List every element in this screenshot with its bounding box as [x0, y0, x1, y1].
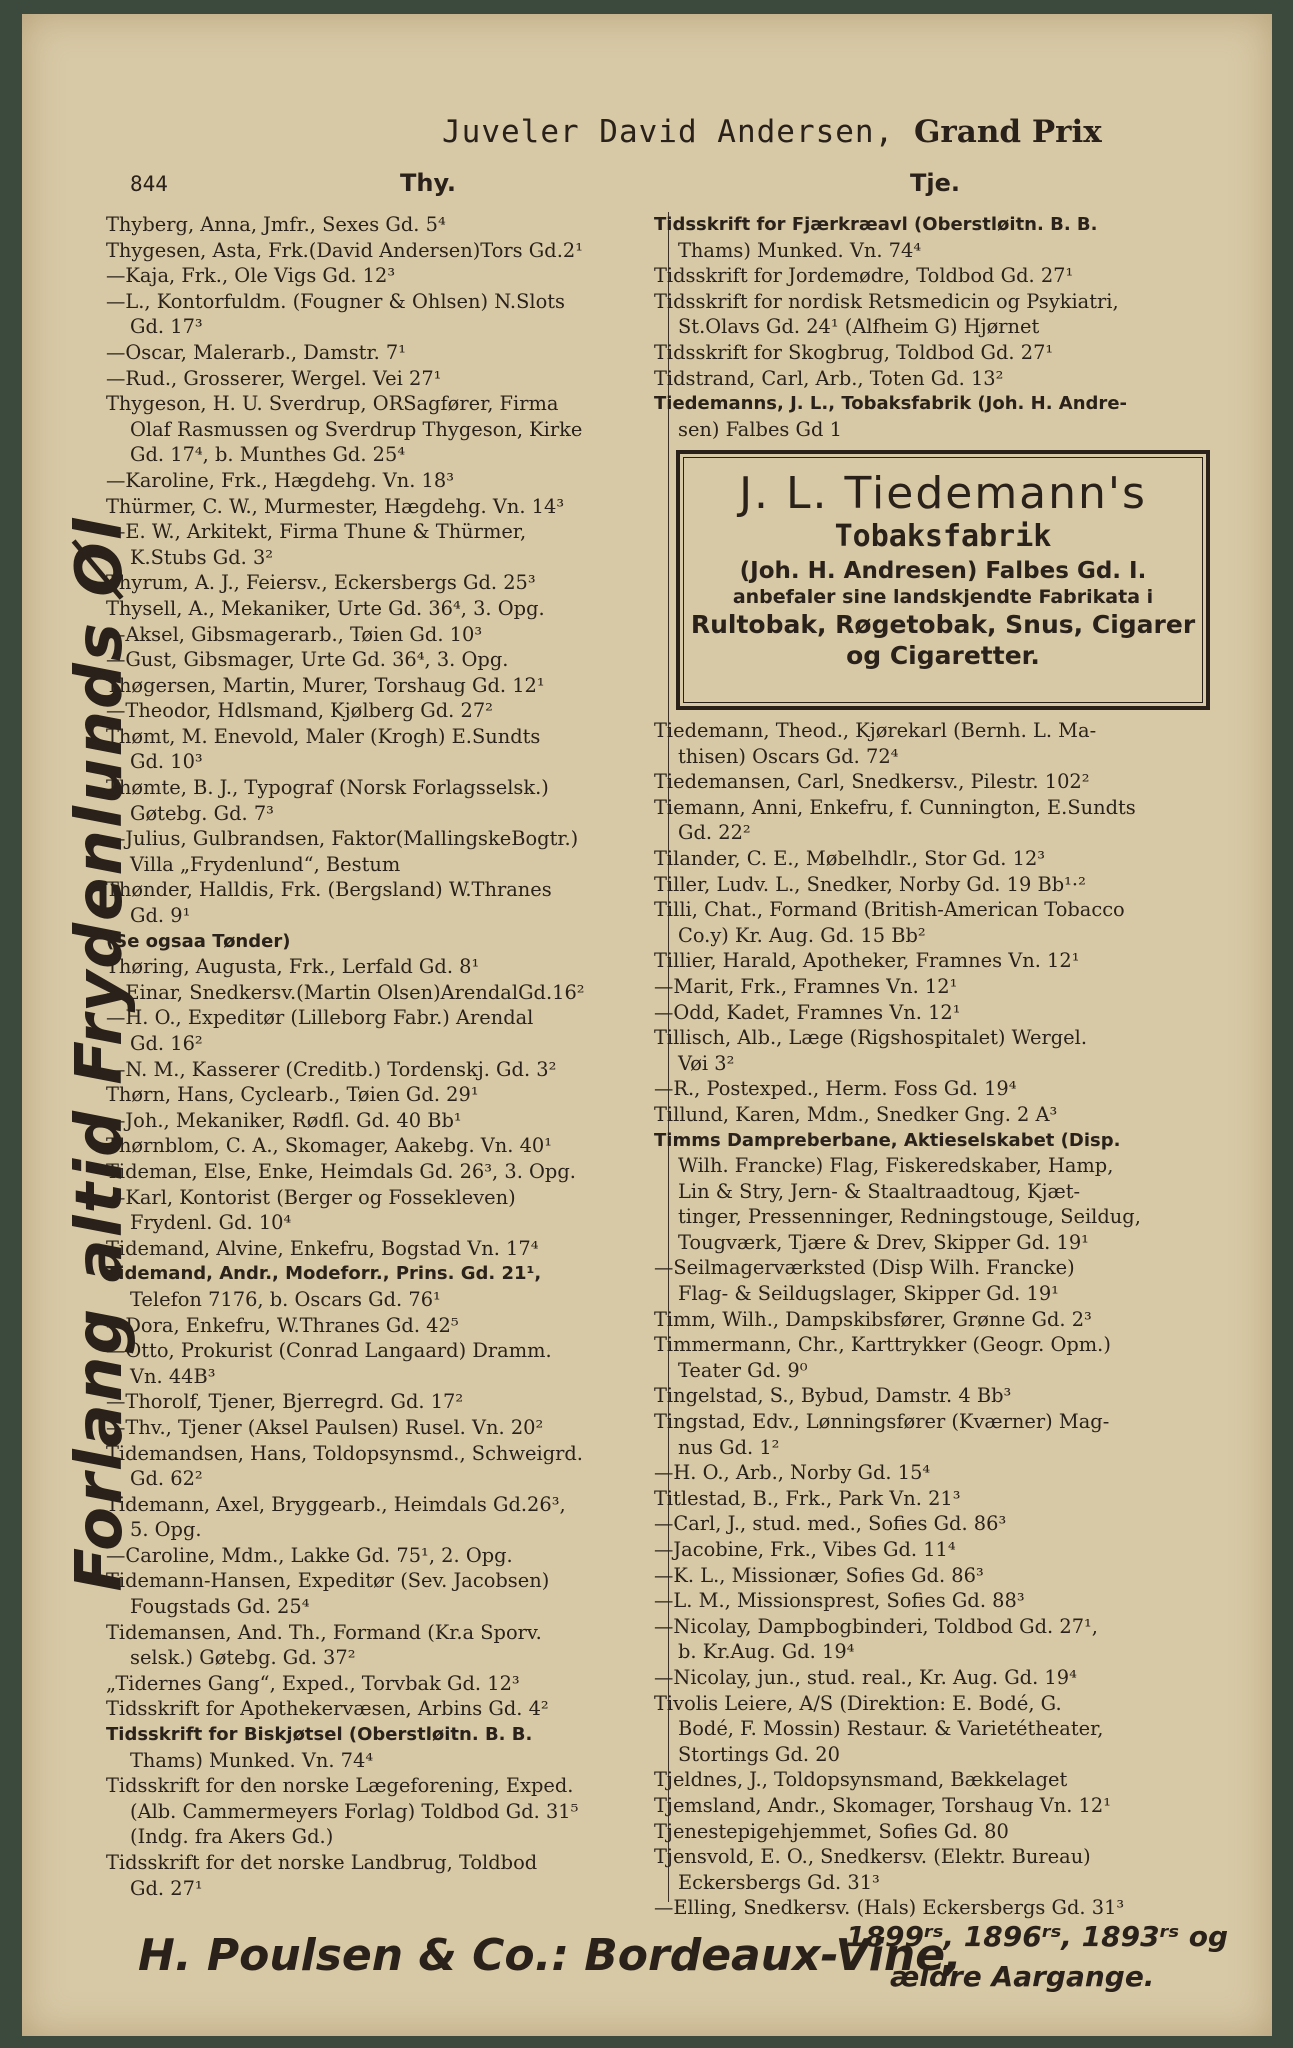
directory-entry: Thygesen, Asta, Frk.(David Andersen)Tors Gd.2¹: [106, 238, 583, 262]
directory-entry: Co.y) Kr. Aug. Gd. 15 Bb²: [678, 923, 926, 947]
directory-entry: —Karoline, Frk., Hægdehg. Vn. 18³: [106, 468, 454, 492]
directory-entry: Tidsskrift for det norske Landbrug, Toldbod: [106, 1851, 538, 1874]
box-ad-subtitle: Tobaksfabrik: [834, 519, 1052, 554]
directory-entry: Frydenl. Gd. 10⁴: [130, 1211, 292, 1235]
directory-entry: Thürmer, C. W., Murmester, Hægdehg. Vn. 14³: [106, 494, 565, 518]
directory-entry: Thørn, Hans, Cyclearb., Tøien Gd. 29¹: [106, 1083, 479, 1107]
directory-entry: —K. L., Missionær, Sofies Gd. 86³: [654, 1563, 984, 1587]
directory-entry: Tidemansen, And. Th., Formand (Kr.a Sporv.: [106, 1620, 542, 1644]
directory-entry: —Odd, Kadet, Framnes Vn. 12¹: [654, 1000, 961, 1024]
directory-entry: Tjemsland, Andr., Skomager, Torshaug Vn. 12¹: [654, 1793, 1111, 1817]
directory-entry: Tidemand, Andr., Modeforr., Prins. Gd. 21¹,: [106, 1263, 542, 1285]
directory-entry: „Tidernes Gang“, Exped., Torvbak Gd. 12³: [106, 1671, 520, 1695]
directory-entry: —Carl, J., stud. med., Sofies Gd. 86³: [654, 1512, 1007, 1536]
directory-entry: Tougværk, Tjære & Drev, Skipper Gd. 19¹: [678, 1230, 1089, 1254]
directory-entry: Tilli, Chat., Formand (British-American Tobacco: [654, 898, 1125, 922]
directory-entry: Wilh. Francke) Flag, Fiskeredskaber, Hamp,: [678, 1154, 1114, 1178]
page-number: 844: [130, 172, 168, 196]
directory-entry: Gd. 17³: [130, 315, 203, 339]
directory-entry: Gd. 62²: [130, 1467, 203, 1491]
directory-entry: thisen) Oscars Gd. 72⁴: [678, 744, 899, 768]
directory-entry: —Otto, Prokurist (Conrad Langaard) Dramm.: [106, 1339, 552, 1363]
directory-entry: Tingstad, Edv., Lønningsfører (Kværner) Mag-: [654, 1410, 1110, 1434]
directory-entry: Eckersbergs Gd. 31³: [678, 1870, 880, 1894]
directory-entry: Tiller, Ludv. L., Snedker, Norby Gd. 19 Bb¹·²: [654, 872, 1086, 896]
directory-entry: Bodé, F. Mossin) Restaur. & Varietétheater,: [678, 1717, 1104, 1741]
directory-entry: Vn. 44B³: [130, 1364, 216, 1388]
directory-entry: Tidsskrift for Biskjøtsel (Oberstløitn. B. B.: [106, 1724, 533, 1746]
guide-word-left: Thy.: [400, 169, 457, 197]
directory-entry: K.Stubs Gd. 3²: [130, 545, 274, 569]
directory-entry: —Nicolay, jun., stud. real., Kr. Aug. Gd. 19⁴: [654, 1665, 1077, 1689]
directory-entry: (Se ogsaa Tønder): [106, 930, 291, 952]
footer-ad-main: H. Poulsen & Co.: Bordeaux-Vine,: [138, 1930, 962, 1981]
guide-word-right: Tje.: [910, 169, 960, 197]
directory-entry: Olaf Rasmussen og Sverdrup Thygeson, Kirke: [130, 417, 583, 441]
directory-entry: Tingelstad, S., Bybud, Damstr. 4 Bb³: [654, 1384, 1012, 1408]
directory-entry: —Karl, Kontorist (Berger og Fossekleven): [106, 1185, 516, 1209]
directory-entry: —L. M., Missionsprest, Sofies Gd. 88³: [654, 1589, 1025, 1613]
directory-entry: Tidsskrift for den norske Lægeforening, Exped.: [106, 1774, 574, 1798]
directory-entry: Tidsskrift for Fjærkræavl (Oberstløitn. B. B.: [654, 214, 1098, 235]
directory-entry: —H. O., Arb., Norby Gd. 15⁴: [654, 1461, 931, 1485]
directory-entry: b. Kr.Aug. Gd. 19⁴: [678, 1640, 855, 1664]
directory-entry: Thømt, M. Enevold, Maler (Krogh) E.Sundts: [106, 724, 541, 748]
tiedemann-advertisement-box: [676, 450, 1210, 710]
directory-entry: Thyberg, Anna, Jmfr., Sexes Gd. 5⁴: [106, 213, 446, 236]
directory-entry: Fougstads Gd. 25⁴: [130, 1595, 310, 1619]
directory-entry: Gd. 10³: [130, 750, 203, 774]
directory-entry: Flag- & Seildugslager, Skipper Gd. 19¹: [678, 1282, 1059, 1306]
directory-entry: Teater Gd. 9⁰: [678, 1358, 808, 1382]
directory-entry: Thønder, Halldis, Frk. (Bergsland) W.Thranes: [106, 878, 552, 902]
directory-entry: Thysell, A., Mekaniker, Urte Gd. 36⁴, 3. Opg.: [106, 596, 545, 620]
directory-entry: Vøi 3²: [678, 1051, 735, 1075]
directory-entry: Tiedemanns, J. L., Tobaksfabrik (Joh. H. Andre-: [654, 393, 1127, 415]
directory-entry: Thyrum, A. J., Feiersv., Eckersbergs Gd. 25³: [106, 571, 536, 595]
directory-entry: —R., Postexped., Herm. Foss Gd. 19⁴: [654, 1077, 1017, 1101]
directory-entry: —N. M., Kasserer (Creditb.) Tordenskj. Gd. 3²: [106, 1057, 557, 1081]
directory-entry: Tiemann, Anni, Enkefru, f. Cunnington, E.Sundts: [654, 795, 1136, 819]
directory-entry: Tidemann, Axel, Bryggearb., Heimdals Gd.26³,: [106, 1492, 566, 1516]
directory-entry: Gd. 9¹: [130, 904, 191, 928]
directory-entry: sen) Falbes Gd 1: [678, 417, 842, 441]
directory-entry: Villa „Frydenlund“, Bestum: [130, 852, 401, 876]
side-ad-text: Forlang altid Frydenlunds Øl: [63, 516, 137, 1592]
directory-entry: —Dora, Enkefru, W.Thranes Gd. 42⁵: [106, 1313, 459, 1337]
directory-entry: (Alb. Cammermeyers Forlag) Toldbod Gd. 31⁵: [130, 1799, 579, 1823]
directory-entry: Tidemann-Hansen, Expeditør (Sev. Jacobsen): [106, 1569, 550, 1593]
directory-entry: Thøring, Augusta, Frk., Lerfald Gd. 8¹: [106, 955, 480, 979]
directory-entry: Tiedemann, Theod., Kjørekarl (Bernh. L. Ma-: [654, 719, 1097, 742]
directory-entry: Tjeldnes, J., Toldopsynsmand, Bækkelaget: [654, 1768, 1068, 1792]
header-tagline: Grand Prix: [913, 114, 1102, 150]
directory-entry: —Caroline, Mdm., Lakke Gd. 75¹, 2. Opg.: [106, 1543, 513, 1567]
directory-entry: Tillier, Harald, Apotheker, Framnes Vn. 12¹: [654, 949, 1080, 973]
directory-entry: Tivolis Leiere, A/S (Direktion: E. Bodé, G.: [654, 1691, 1062, 1715]
directory-entry: —Jacobine, Frk., Vibes Gd. 11⁴: [654, 1538, 956, 1561]
directory-entry: (Indg. fra Akers Gd.): [130, 1825, 334, 1849]
box-ad-recommendation: anbefaler sine landskjendte Fabrikata i: [732, 586, 1154, 608]
directory-entry: —Joh., Mekaniker, Rødfl. Gd. 40 Bb¹: [106, 1108, 462, 1132]
directory-entry: Tidemandsen, Hans, Toldopsynsmd., Schweigrd.: [106, 1441, 583, 1465]
directory-entry: Tjenestepigehjemmet, Sofies Gd. 80: [654, 1819, 1009, 1843]
box-ad-products-end: og Cigaretter.: [846, 641, 1040, 670]
directory-entry: —Seilmagerværksted (Disp Wilh. Francke): [654, 1256, 1075, 1280]
directory-entry: Thams) Munked. Vn. 74⁴: [130, 1748, 374, 1772]
directory-entry: —Gust, Gibsmager, Urte Gd. 36⁴, 3. Opg.: [106, 648, 509, 672]
footer-advertisement: [138, 1920, 1229, 2000]
directory-entry: Tiedemansen, Carl, Snedkersv., Pilestr. 102²: [654, 770, 1090, 794]
right-column-top: [654, 212, 1236, 442]
directory-entry: Thørnblom, C. A., Skomager, Aakebg. Vn. 40¹: [106, 1134, 553, 1158]
directory-entry: —Thorolf, Tjener, Bjerregrd. Gd. 17²: [106, 1390, 464, 1414]
directory-entry: —Kaja, Frk., Ole Vigs Gd. 12³: [106, 264, 396, 288]
directory-entry: —Einar, Snedkersv.(Martin Olsen)ArendalGd.16²: [106, 980, 585, 1004]
directory-entry: nus Gd. 1²: [678, 1435, 780, 1459]
box-ad-title: J. L. Tiedemann's: [739, 468, 1147, 519]
directory-entry: —Oscar, Malerarb., Damstr. 7¹: [106, 340, 407, 364]
directory-entry: —H. O., Expeditør (Lilleborg Fabr.) Arendal: [106, 1006, 534, 1030]
directory-entry: —Theodor, Hdlsmand, Kjølberg Gd. 27²: [106, 699, 493, 723]
directory-entry: —Thv., Tjener (Aksel Paulsen) Rusel. Vn. 20²: [106, 1415, 544, 1439]
footer-ad-older: ældre Aargange.: [890, 1960, 1155, 1993]
directory-entry: —L., Kontorfuldm. (Fougner & Ohlsen) N.Slots: [106, 289, 565, 313]
directory-entry: —Julius, Gulbrandsen, Faktor(MallingskeBogtr.): [106, 827, 579, 851]
directory-entry: Timm, Wilh., Dampskibsfører, Grønne Gd. 2³: [654, 1307, 1092, 1331]
box-ad-address: (Joh. H. Andresen) Falbes Gd. I.: [739, 558, 1147, 584]
directory-entry: Thøgersen, Martin, Murer, Torshaug Gd. 12¹: [106, 673, 545, 697]
directory-entry: Tillisch, Alb., Læge (Rigshospitalet) Wergel.: [654, 1026, 1087, 1050]
directory-entry: Gd. 16²: [130, 1032, 203, 1055]
directory-entry: Gd. 27¹: [130, 1876, 203, 1900]
directory-entry: Tjensvold, E. O., Snedkersv. (Elektr. Bureau): [654, 1845, 1091, 1869]
directory-entry: Gd. 17⁴, b. Munthes Gd. 25⁴: [130, 443, 406, 467]
directory-entry: Timms Dampreberbane, Aktieselskabet (Disp.: [654, 1129, 1121, 1151]
directory-entry: Stortings Gd. 20: [678, 1742, 840, 1766]
directory-entry: Tidsskrift for Apothekervæsen, Arbins Gd. 4²: [106, 1697, 549, 1721]
box-ad-products: Rultobak, Røgetobak, Snus, Cigarer: [690, 610, 1196, 639]
directory-entry: St.Olavs Gd. 24¹ (Alfheim G) Hjørnet: [678, 315, 1040, 339]
directory-entry: Tillund, Karen, Mdm., Snedker Gng. 2 A³: [654, 1102, 1058, 1126]
directory-entry: Thams) Munked. Vn. 74⁴: [678, 238, 922, 262]
directory-entry: —E. W., Arkitekt, Firma Thune & Thürmer,: [106, 520, 527, 544]
directory-entry: Tidsskrift for nordisk Retsmedicin og Psykiatri,: [654, 289, 1119, 313]
directory-entry: Telefon 7176, b. Oscars Gd. 76¹: [130, 1287, 441, 1311]
directory-entry: Tidemand, Alvine, Enkefru, Bogstad Vn. 17⁴: [106, 1236, 539, 1260]
directory-entry: Tilander, C. E., Møbelhdlr., Stor Gd. 12³: [654, 846, 1046, 870]
directory-entry: Lin & Stry, Jern- & Staaltraadtoug, Kjæt-: [678, 1179, 1081, 1203]
directory-entry: Gøtebg. Gd. 7³: [130, 801, 274, 825]
directory-entry: Gd. 22²: [678, 821, 751, 845]
directory-entry: Timmermann, Chr., Karttrykker (Geogr. Opm.): [654, 1333, 1111, 1357]
directory-entry: Thømte, B. J., Typograf (Norsk Forlagsselsk.): [106, 776, 549, 800]
directory-entry: Titlestad, B., Frk., Park Vn. 21³: [654, 1486, 961, 1510]
directory-entry: —Aksel, Gibsmagerarb., Tøien Gd. 10³: [106, 622, 483, 646]
directory-entry: Thygeson, H. U. Sverdrup, ORSagfører, Firma: [106, 392, 559, 416]
right-column-bottom: [654, 718, 1236, 1921]
directory-entry: Tidsskrift for Jordemødre, Toldbod Gd. 27¹: [654, 264, 1074, 288]
header-advertisement: [442, 114, 1222, 150]
directory-entry: Tidstrand, Carl, Arb., Toten Gd. 13²: [654, 366, 1004, 390]
footer-ad-years: 1899ʳˢ, 1896ʳˢ, 1893ʳˢ og: [846, 1920, 1229, 1953]
directory-entry: selsk.) Gøtebg. Gd. 37²: [130, 1646, 356, 1670]
directory-entry: —Marit, Frk., Framnes Vn. 12¹: [654, 974, 958, 998]
directory-entry: tinger, Pressenninger, Redningstouge, Seildug,: [678, 1205, 1141, 1229]
header-advertiser: Juveler David Andersen,: [442, 114, 895, 150]
directory-entry: Tidsskrift for Skogbrug, Toldbod Gd. 27¹: [654, 340, 1054, 364]
left-column: [106, 212, 668, 1901]
directory-entry: 5. Opg.: [130, 1518, 202, 1542]
directory-entry: —Elling, Snedkersv. (Hals) Eckersbergs Gd. 31³: [654, 1896, 1125, 1920]
directory-entry: Tideman, Else, Enke, Heimdals Gd. 26³, 3. Opg.: [106, 1159, 576, 1183]
directory-entry: —Nicolay, Dampbogbinderi, Toldbod Gd. 27¹,: [654, 1614, 1098, 1638]
directory-entry: —Rud., Grosserer, Wergel. Vei 27¹: [106, 366, 442, 390]
